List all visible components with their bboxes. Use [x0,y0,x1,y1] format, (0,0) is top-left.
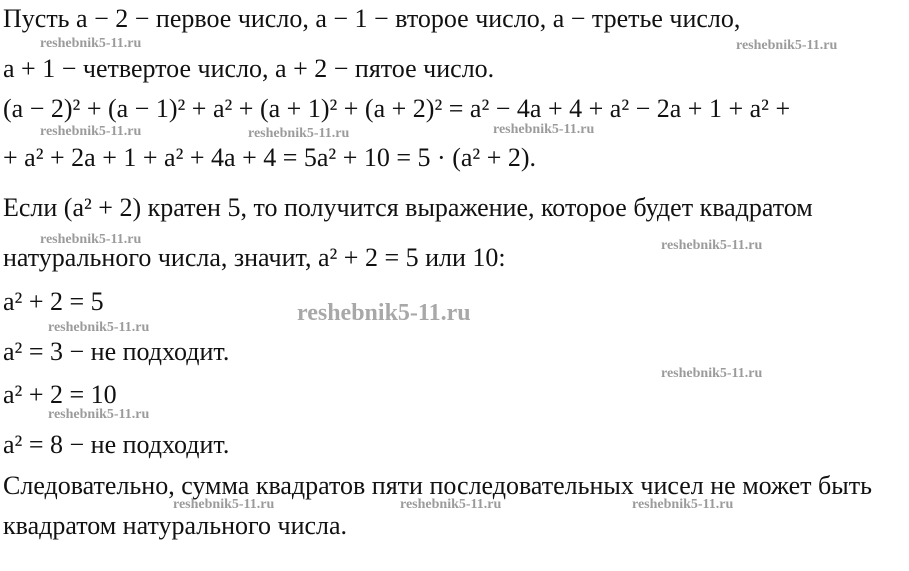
text-line-3: Если (a² + 2) кратен 5, то получится выражение, которое будет квадратом [3,193,813,222]
watermark: reshebnik5-11.ru [400,497,502,512]
watermark: reshebnik5-11.ru [48,320,150,335]
equation-line-5: a² + 2 = 10 [3,380,117,409]
text-line-5: Следовательно, сумма квадратов пяти последовательных чисел не может быть [3,471,872,500]
watermark: reshebnik5-11.ru [173,497,275,512]
text-line-2: a + 1 − четвертое число, a + 2 − пятое число. [3,54,495,83]
equation-line-3: a² + 2 = 5 [3,287,104,316]
watermark: reshebnik5-11.ru [40,232,142,247]
watermark: reshebnik5-11.ru [493,122,595,137]
equation-line-4: a² = 3 − не подходит. [3,337,230,366]
watermark: reshebnik5-11.ru [248,126,350,141]
watermark-large: reshebnik5-11.ru [297,300,471,326]
equation-line-1: (a − 2)² + (a − 1)² + a² + (a + 1)² + (a + 2)² = a² − 4a + 4 + a² − 2a + 1 + a² + [3,94,791,123]
equation-line-2: + a² + 2a + 1 + a² + 4a + 4 = 5a² + 10 = 5 · (a² + 2). [3,143,537,172]
watermark: reshebnik5-11.ru [632,497,734,512]
text-line-4: натурального числа, значит, a² + 2 = 5 или 10: [3,243,506,272]
watermark: reshebnik5-11.ru [40,36,142,51]
watermark: reshebnik5-11.ru [48,407,150,422]
watermark: reshebnik5-11.ru [736,38,838,53]
watermark: reshebnik5-11.ru [661,366,763,381]
equation-line-6: a² = 8 − не подходит. [3,430,230,459]
watermark: reshebnik5-11.ru [661,238,763,253]
text-line-1: Пусть a − 2 − первое число, a − 1 − второе число, a − третье число, [3,4,741,33]
watermark: reshebnik5-11.ru [40,124,142,139]
text-line-6: квадратом натурального числа. [3,511,348,540]
